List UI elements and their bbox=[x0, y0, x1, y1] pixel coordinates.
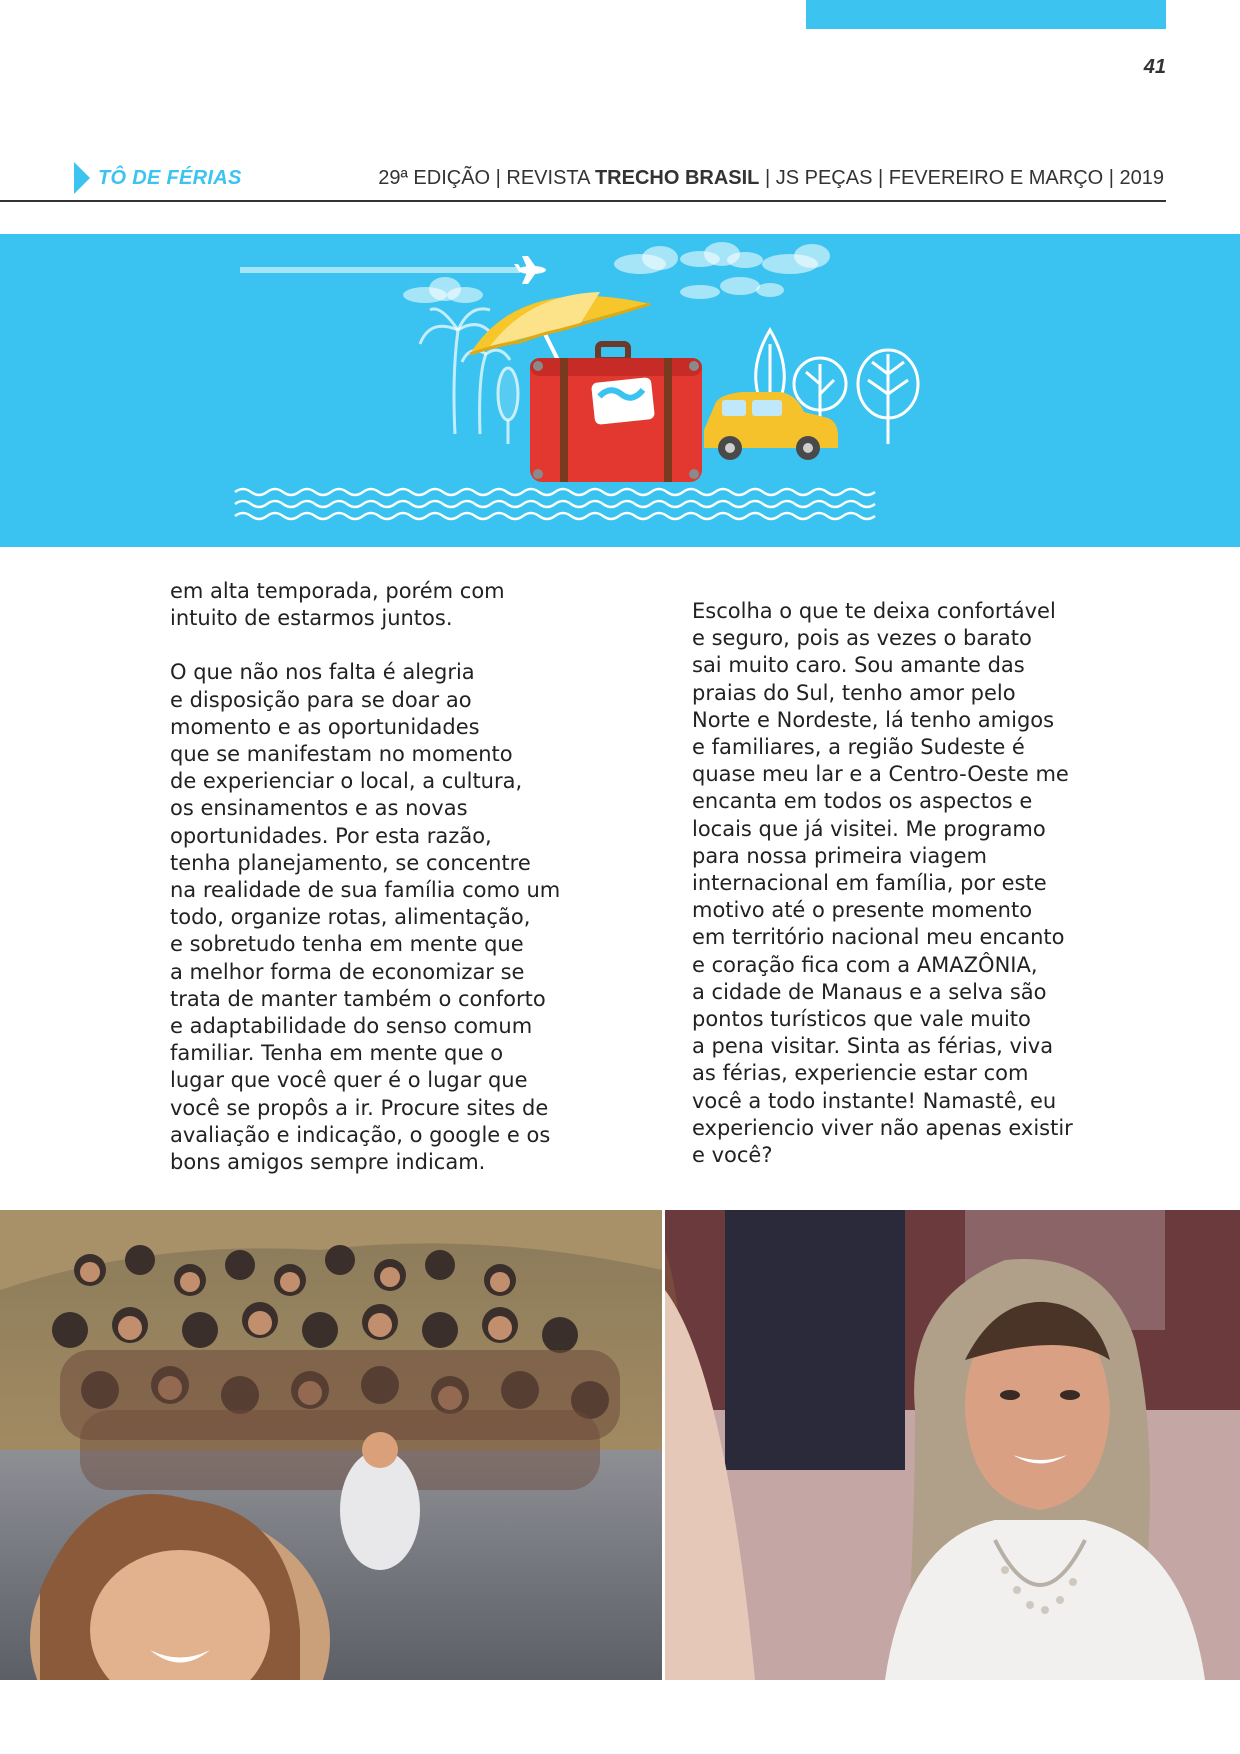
waves-icon bbox=[235, 489, 875, 519]
cloud-icon bbox=[680, 277, 784, 299]
top-accent-bar bbox=[806, 0, 1166, 29]
cloud-icon bbox=[762, 244, 830, 274]
travel-banner bbox=[0, 234, 1240, 547]
article-paragraph: O que não nos falta é alegria e disposição para se doar ao momento e as oportunidades que se manifestam no momento de experienciar o local, a cultura, os ensinamentos e as novas oportunidades. Por esta razão, tenha planejamento, se concentre na realidade de sua família como um todo, organize rotas, alimentação, e sobretudo tenha em mente que a melhor forma de economizar se trata de manter também o conforto e adaptabilidade do senso comum familiar. Tenha em mente que o lugar que você quer é o lugar que você se propôs a ir. Procure sites de avaliação e indicação, o google e os bons amigos sempre indicam. bbox=[170, 660, 561, 1175]
edition-info bbox=[378, 167, 1164, 190]
edition-prefix: 29ª EDIÇÃO | REVISTA bbox=[378, 167, 595, 189]
cloud-icon bbox=[614, 246, 678, 274]
article-paragraph: em alta temporada, porém com intuito de estarmos juntos. bbox=[170, 579, 505, 631]
cloud-icon bbox=[680, 242, 763, 268]
group-photo bbox=[0, 1210, 662, 1680]
portrait-photo-illustration bbox=[665, 1210, 1240, 1680]
section-title: TÔ DE FÉRIAS bbox=[98, 167, 242, 189]
article-column-right bbox=[692, 598, 1112, 1169]
cloud-icon bbox=[403, 277, 483, 303]
portrait-photo bbox=[665, 1210, 1240, 1680]
page-header bbox=[0, 160, 1166, 202]
article-column-left bbox=[170, 578, 570, 1176]
section-arrow-icon bbox=[74, 162, 90, 194]
taxi-icon bbox=[704, 392, 838, 460]
airplane-icon bbox=[514, 256, 546, 284]
article-paragraph: Escolha o que te deixa confortável e seguro, pois as vezes o barato sai muito caro. Sou amante das praias do Sul, tenho amor pelo Norte e Nordeste, lá tenho amigos e familiares, a região Sudeste é quase meu lar e a Centro-Oeste me encanta em todos os aspectos e locais que já visitei. Me programo para nossa primeira viagem internacional em família, por este motivo até o presente momento em território nacional meu encanto e coração fica com a AMAZÔNIA, a cidade de Manaus e a selva são pontos turísticos que vale muito a pena visitar. Sinta as férias, viva as férias, experiencie estar com você a todo instante! Namastê, eu experiencio viver não apenas existir e você? bbox=[692, 599, 1073, 1168]
travel-illustration bbox=[0, 234, 1240, 547]
magazine-name: TRECHO BRASIL bbox=[594, 167, 760, 189]
suitcase-icon bbox=[530, 344, 702, 482]
group-photo-illustration bbox=[0, 1210, 662, 1680]
page-number: 41 bbox=[1143, 56, 1166, 78]
edition-suffix: | JS PEÇAS | FEVEREIRO E MARÇO | 2019 bbox=[759, 167, 1164, 189]
